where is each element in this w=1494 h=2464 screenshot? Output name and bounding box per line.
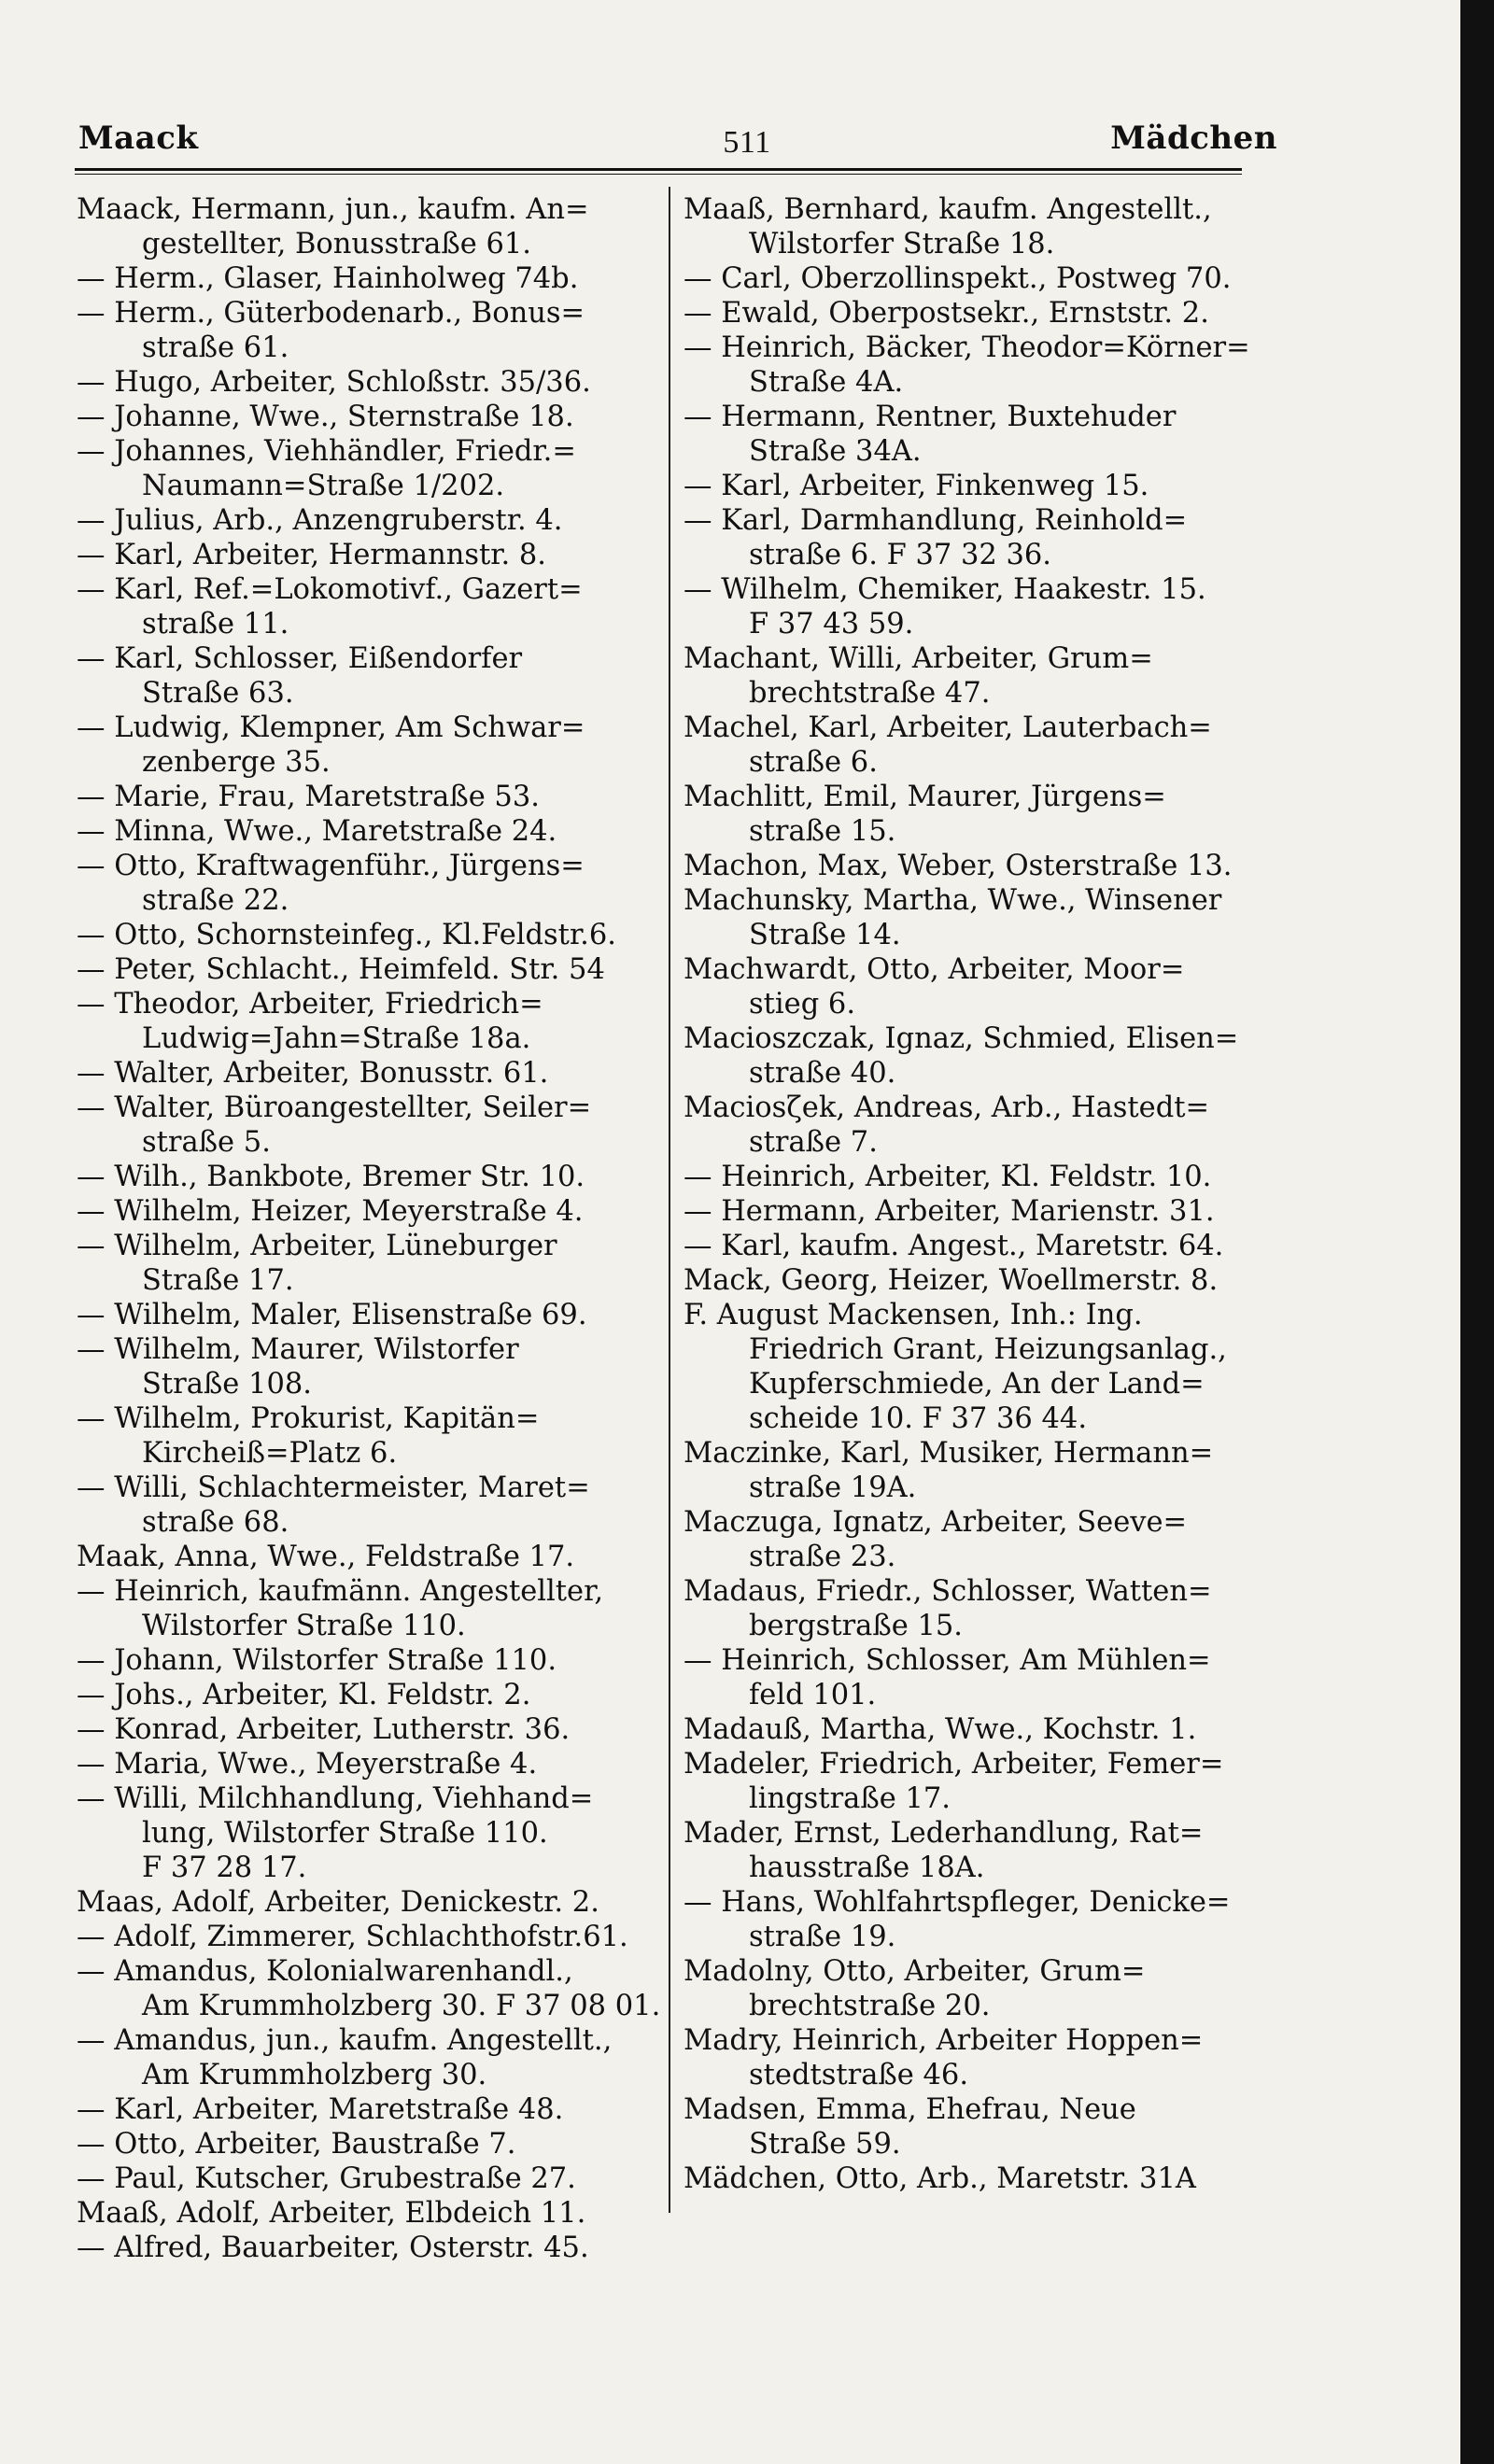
directory-line: lung, Wilstorfer Straße 110.	[142, 1817, 548, 1850]
left-column	[77, 192, 663, 2265]
directory-line: Straße 34A.	[749, 435, 922, 468]
directory-line: Mädchen, Otto, Arb., Maretstr. 31A	[684, 2162, 1196, 2195]
directory-line: — Hermann, Rentner, Buxtehuder	[684, 401, 1177, 433]
directory-line: gestellter, Bonusstraße 61.	[142, 228, 531, 260]
directory-line: straße 22.	[142, 884, 289, 917]
directory-line: — Johann, Wilstorfer Straße 110.	[77, 1644, 557, 1677]
directory-line: — Hans, Wohlfahrtspfleger, Denicke=	[684, 1886, 1231, 1919]
directory-line: straße 23.	[749, 1541, 896, 1573]
directory-line: Straße 59.	[749, 2128, 901, 2161]
directory-line: Maczinke, Karl, Musiker, Hermann=	[684, 1437, 1214, 1470]
directory-line: — Hugo, Arbeiter, Schloßstr. 35/36.	[77, 366, 591, 399]
directory-line: Maciosζek, Andreas, Arb., Hastedt=	[684, 1091, 1210, 1124]
directory-line: F. August Mackensen, Inh.: Ing.	[684, 1299, 1143, 1331]
directory-line: Straße 4A.	[749, 366, 904, 399]
directory-line: straße 40.	[749, 1057, 896, 1090]
directory-line: Mack, Georg, Heizer, Woellmerstr. 8.	[684, 1264, 1219, 1297]
directory-line: — Johs., Arbeiter, Kl. Feldstr. 2.	[77, 1679, 531, 1711]
directory-line: Naumann=Straße 1/202.	[142, 470, 505, 502]
directory-line: scheide 10. F 37 36 44.	[749, 1402, 1088, 1435]
directory-line: straße 5.	[142, 1126, 271, 1159]
directory-line: straße 6.	[749, 746, 878, 779]
directory-line: Kupferschmiede, An der Land=	[749, 1368, 1205, 1401]
column-divider	[669, 187, 670, 2213]
directory-line: feld 101.	[749, 1679, 877, 1711]
directory-line: — Amandus, jun., kaufm. Angestellt.,	[77, 2024, 613, 2057]
directory-line: F 37 28 17.	[142, 1852, 307, 1884]
directory-line: — Wilhelm, Chemiker, Haakestr. 15.	[684, 573, 1206, 606]
directory-line: Maaß, Adolf, Arbeiter, Elbdeich 11.	[77, 2197, 586, 2230]
directory-line: — Amandus, Kolonialwarenhandl.,	[77, 1955, 573, 1988]
directory-line: — Herm., Glaser, Hainholweg 74b.	[77, 262, 579, 295]
directory-line: — Konrad, Arbeiter, Lutherstr. 36.	[77, 1713, 571, 1746]
header-rule	[75, 168, 1242, 171]
directory-line: Straße 108.	[142, 1368, 312, 1401]
directory-line: — Heinrich, Bäcker, Theodor=Körner=	[684, 331, 1250, 364]
directory-line: — Minna, Wwe., Maretstraße 24.	[77, 815, 557, 848]
directory-line: — Otto, Arbeiter, Baustraße 7.	[77, 2128, 516, 2161]
directory-line: Madauß, Martha, Wwe., Kochstr. 1.	[684, 1713, 1197, 1746]
directory-line: — Karl, Ref.=Lokomotivf., Gazert=	[77, 573, 583, 606]
directory-line: Madeler, Friedrich, Arbeiter, Femer=	[684, 1748, 1224, 1781]
directory-line: — Karl, Darmhandlung, Reinhold=	[684, 504, 1188, 537]
directory-line: hausstraße 18A.	[749, 1852, 985, 1884]
directory-line: — Willi, Schlachtermeister, Maret=	[77, 1471, 590, 1504]
directory-line: — Marie, Frau, Maretstraße 53.	[77, 781, 540, 813]
directory-line: — Karl, Arbeiter, Finkenweg 15.	[684, 470, 1149, 502]
directory-line: straße 11.	[142, 608, 289, 641]
directory-line: — Julius, Arb., Anzengruberstr. 4.	[77, 504, 563, 537]
directory-line: Am Krummholzberg 30.	[142, 2059, 487, 2091]
directory-line: Machwardt, Otto, Arbeiter, Moor=	[684, 953, 1185, 986]
directory-line: Machant, Willi, Arbeiter, Grum=	[684, 642, 1153, 675]
directory-line: — Wilhelm, Arbeiter, Lüneburger	[77, 1230, 557, 1262]
directory-line: — Wilhelm, Maurer, Wilstorfer	[77, 1333, 519, 1366]
directory-line: Ludwig=Jahn=Straße 18a.	[142, 1022, 531, 1055]
directory-line: straße 7.	[749, 1126, 878, 1159]
scan-edge	[1460, 0, 1494, 2464]
directory-line: — Maria, Wwe., Meyerstraße 4.	[77, 1748, 538, 1781]
directory-line: — Carl, Oberzollinspekt., Postweg 70.	[684, 262, 1232, 295]
directory-line: Macioszczak, Ignaz, Schmied, Elisen=	[684, 1022, 1239, 1055]
directory-line: straße 61.	[142, 331, 289, 364]
directory-line: Machlitt, Emil, Maurer, Jürgens=	[684, 781, 1166, 813]
directory-line: — Wilhelm, Prokurist, Kapitän=	[77, 1402, 540, 1435]
directory-line: zenberge 35.	[142, 746, 331, 779]
directory-line: — Heinrich, Arbeiter, Kl. Feldstr. 10.	[684, 1161, 1212, 1193]
directory-line: stieg 6.	[749, 988, 856, 1021]
directory-line: Friedrich Grant, Heizungsanlag.,	[749, 1333, 1227, 1366]
directory-line: — Adolf, Zimmerer, Schlachthofstr.61.	[77, 1921, 628, 1953]
directory-line: — Heinrich, Schlosser, Am Mühlen=	[684, 1644, 1211, 1677]
directory-line: — Theodor, Arbeiter, Friedrich=	[77, 988, 543, 1021]
directory-line: — Walter, Arbeiter, Bonusstr. 61.	[77, 1057, 549, 1090]
directory-line: — Ewald, Oberpostsekr., Ernststr. 2.	[684, 297, 1209, 330]
directory-line: — Alfred, Bauarbeiter, Osterstr. 45.	[77, 2232, 589, 2264]
directory-line: — Karl, Schlosser, Eißendorfer	[77, 642, 523, 675]
directory-line: Maak, Anna, Wwe., Feldstraße 17.	[77, 1541, 575, 1573]
directory-line: Straße 63.	[142, 677, 294, 710]
directory-line: straße 15.	[749, 815, 896, 848]
directory-line: Maack, Hermann, jun., kaufm. An=	[77, 193, 589, 226]
directory-line: — Willi, Milchhandlung, Viehhand=	[77, 1782, 594, 1815]
directory-line: — Hermann, Arbeiter, Marienstr. 31.	[684, 1195, 1215, 1228]
directory-line: — Wilhelm, Heizer, Meyerstraße 4.	[77, 1195, 584, 1228]
directory-line: — Wilhelm, Maler, Elisenstraße 69.	[77, 1299, 587, 1331]
directory-line: — Karl, Arbeiter, Maretstraße 48.	[77, 2093, 564, 2126]
directory-line: — Wilh., Bankbote, Bremer Str. 10.	[77, 1161, 585, 1193]
directory-line: Mader, Ernst, Lederhandlung, Rat=	[684, 1817, 1204, 1850]
directory-line: — Otto, Kraftwagenführ., Jürgens=	[77, 850, 585, 882]
directory-line: Straße 14.	[749, 919, 901, 951]
directory-line: — Johanne, Wwe., Sternstraße 18.	[77, 401, 574, 433]
directory-line: Maczuga, Ignatz, Arbeiter, Seeve=	[684, 1506, 1188, 1539]
directory-line: straße 19A.	[749, 1471, 917, 1504]
directory-line: brechtstraße 47.	[749, 677, 991, 710]
directory-line: lingstraße 17.	[749, 1782, 951, 1815]
directory-line: Straße 17.	[142, 1264, 294, 1297]
directory-line: Wilstorfer Straße 18.	[749, 228, 1055, 260]
directory-line: Wilstorfer Straße 110.	[142, 1610, 466, 1642]
directory-line: — Karl, kaufm. Angest., Maretstr. 64.	[684, 1230, 1224, 1262]
directory-line: Kircheiß=Platz 6.	[142, 1437, 398, 1470]
header-rule-thin	[75, 174, 1242, 175]
directory-line: — Karl, Arbeiter, Hermannstr. 8.	[77, 539, 546, 571]
directory-line: Madaus, Friedr., Schlosser, Watten=	[684, 1575, 1212, 1608]
directory-line: Madry, Heinrich, Arbeiter Hoppen=	[684, 2024, 1204, 2057]
directory-line: — Herm., Güterbodenarb., Bonus=	[77, 297, 585, 330]
directory-line: Madolny, Otto, Arbeiter, Grum=	[684, 1955, 1146, 1988]
directory-line: Machon, Max, Weber, Osterstraße 13.	[684, 850, 1233, 882]
directory-line: straße 6. F 37 32 36.	[749, 539, 1051, 571]
directory-line: Madsen, Emma, Ehefrau, Neue	[684, 2093, 1136, 2126]
directory-line: — Walter, Büroangestellter, Seiler=	[77, 1091, 592, 1124]
directory-line: stedtstraße 46.	[749, 2059, 969, 2091]
directory-line: brechtstraße 20.	[749, 1990, 991, 2022]
directory-line: Machel, Karl, Arbeiter, Lauterbach=	[684, 711, 1212, 744]
directory-line: — Heinrich, kaufmänn. Angestellter,	[77, 1575, 604, 1608]
directory-line: bergstraße 15.	[749, 1610, 963, 1642]
right-column	[684, 192, 1281, 2196]
directory-line: Machunsky, Martha, Wwe., Winsener	[684, 884, 1222, 917]
running-head-right: Mädchen	[1110, 120, 1277, 157]
directory-line: F 37 43 59.	[749, 608, 914, 641]
directory-line: — Peter, Schlacht., Heimfeld. Str. 54	[77, 953, 605, 986]
directory-line: straße 68.	[142, 1506, 289, 1539]
directory-line: — Paul, Kutscher, Grubestraße 27.	[77, 2162, 576, 2195]
directory-line: — Otto, Schornsteinfeg., Kl.Feldstr.6.	[77, 919, 616, 951]
page-number: 511	[723, 125, 771, 160]
directory-line: Maas, Adolf, Arbeiter, Denickestr. 2.	[77, 1886, 599, 1919]
directory-line: — Johannes, Viehhändler, Friedr.=	[77, 435, 576, 468]
directory-line: Maaß, Bernhard, kaufm. Angestellt.,	[684, 193, 1212, 226]
running-head-left: Maack	[78, 120, 199, 157]
directory-line: straße 19.	[749, 1921, 896, 1953]
directory-line: — Ludwig, Klempner, Am Schwar=	[77, 711, 585, 744]
directory-line: Am Krummholzberg 30. F 37 08 01.	[142, 1990, 661, 2022]
